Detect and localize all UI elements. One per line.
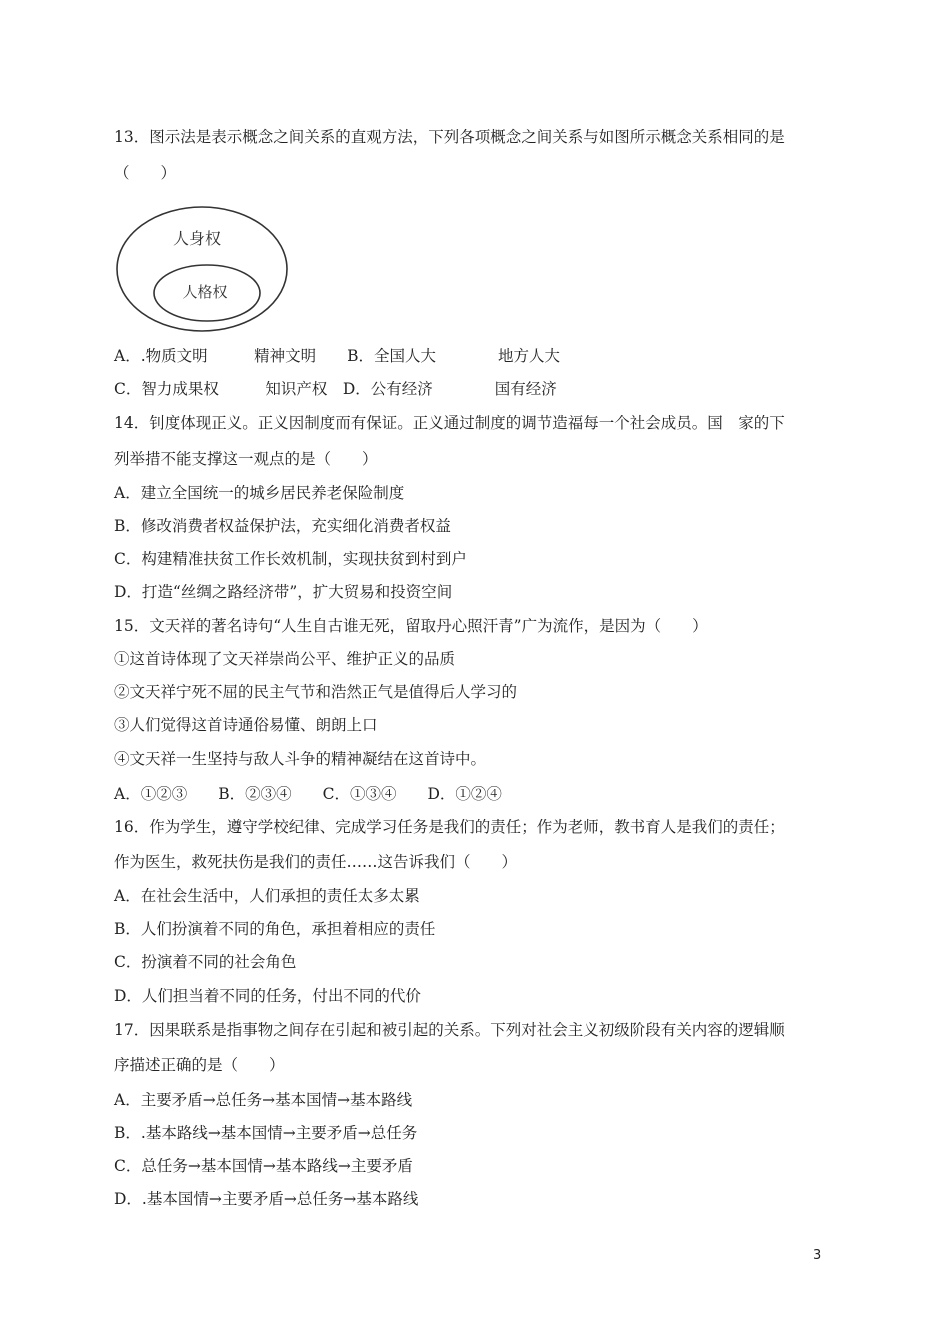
inner-label: 人格权 <box>182 283 228 301</box>
q16-option-d: D．人们担当着不同的任务，付出不同的代价 <box>114 987 421 1005</box>
q13-stem-line1: 13．图示法是表示概念之间关系的直观方法，下列各项概念之间关系与如图所示概念关系相同的是 <box>114 128 785 146</box>
q17-stem-line2: 序描述正确的是（ ） <box>114 1056 285 1074</box>
q13-options-line2: C．智力成果权 知识产权 D．公有经济 国有经济 <box>114 380 557 398</box>
q14-stem-line1: 14．钊度体现正义。正义因制度而有保证。正义通过制度的调节造福每一个社会成员。国 家的下 <box>114 414 785 432</box>
q16-option-c: C．扮演着不同的社会角色 <box>114 953 297 971</box>
q16-stem-line1: 16．作为学生，遵守学校纪律、完成学习任务是我们的责任；作为老师，教书育人是我们的责任； <box>114 818 785 836</box>
q17-option-a: A．主要矛盾→总任务→基本国情→基本路线 <box>114 1091 413 1109</box>
q17-option-c: C．总任务→基本国情→基本路线→主要矛盾 <box>114 1157 413 1175</box>
q15-item-2: ②文天祥宁死不屈的民主气节和浩然正气是值得后人学习的 <box>114 683 518 701</box>
q14-option-a: A．建立全国统一的城乡居民养老保险制度 <box>114 484 405 502</box>
q13-options-line1: A．.物质文明 精神文明 B．全国人大 地方人大 <box>114 347 561 365</box>
q15-item-1: ①这首诗体现了文天祥崇尚公平、维护正义的品质 <box>114 650 456 668</box>
q16-option-a: A．在社会生活中，人们承担的责任太多太累 <box>114 887 420 905</box>
q14-option-c: C．构建精准扶贫工作长效机制，实现扶贫到村到户 <box>114 550 467 568</box>
q17-option-b: B．.基本路线→基本国情→主要矛盾→总任务 <box>114 1124 418 1142</box>
q17-stem-line1: 17．因果联系是指事物之间存在引起和被引起的关系。下列对社会主义初级阶段有关内容的逻辑顺 <box>114 1021 785 1039</box>
q16-option-b: B．人们扮演着不同的角色，承担着相应的责任 <box>114 920 436 938</box>
q15-item-4: ④文天祥一生坚持与敌人斗争的精神凝结在这首诗中。 <box>114 750 487 768</box>
q14-stem-line2: 列举措不能支撑这一观点的是（ ） <box>114 450 378 468</box>
q15-item-3: ③人们觉得这首诗通俗易懂、朗朗上口 <box>114 716 378 734</box>
q16-stem-line2: 作为医生，救死扶伤是我们的责任……这告诉我们（ ） <box>114 853 518 871</box>
q15-options: A．①②③ B．②③④ C．①③④ D．①②④ <box>114 785 502 803</box>
q15-stem: 15．文天祥的著名诗句“人生自古谁无死，留取丹心照汗青”广为流作，是因为（ ） <box>114 617 708 635</box>
q17-option-d: D．.基本国情→主要矛盾→总任务→基本路线 <box>114 1190 419 1208</box>
page-number: 3 <box>813 1248 822 1263</box>
q13-stem-line2: （ ） <box>114 164 177 182</box>
q14-option-d: D．打造“丝绸之路经济带”，扩大贸易和投资空间 <box>114 583 453 601</box>
concept-diagram <box>115 203 295 335</box>
q14-option-b: B．修改消费者权益保护法，充实细化消费者权益 <box>114 517 451 535</box>
outer-ellipse <box>117 207 287 331</box>
outer-label: 人身权 <box>172 229 222 248</box>
